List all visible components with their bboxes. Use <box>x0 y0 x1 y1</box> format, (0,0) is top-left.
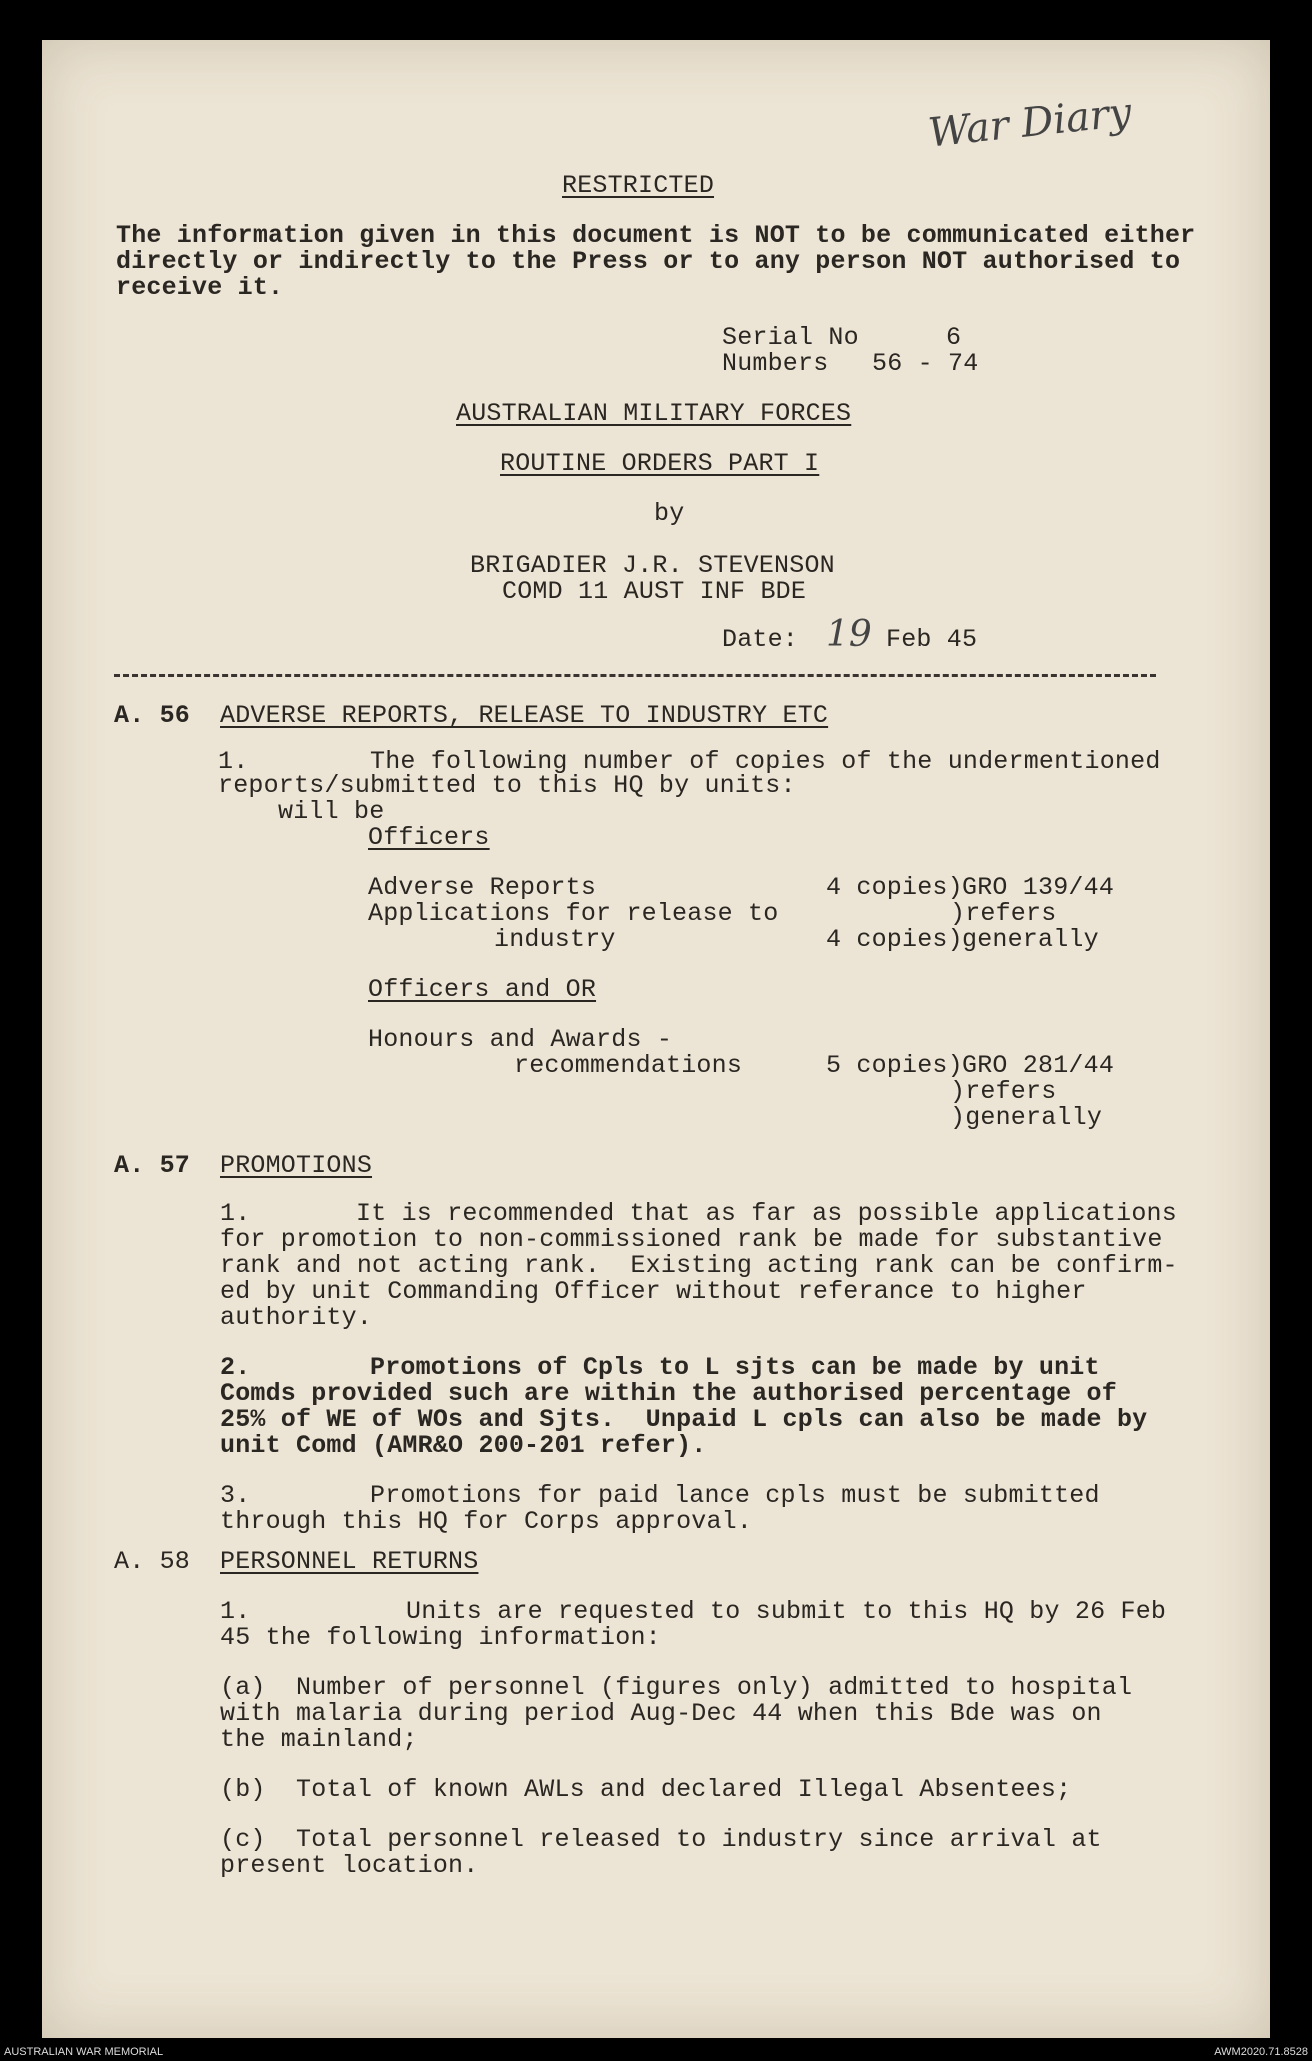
adverse-ref: GRO 139/44 <box>962 873 1115 902</box>
industry-text: industry <box>494 925 616 954</box>
a57-p2-line-1: Promotions of Cpls to L sjts can be made by unit <box>370 1353 1100 1382</box>
a58-number: A. 58 <box>114 1547 191 1576</box>
date-day-handwritten: 19 <box>826 614 872 655</box>
a57-p2-num: 2. <box>220 1353 251 1382</box>
serial-value: 6 <box>946 323 962 352</box>
a56-para-num: 1. <box>218 747 249 776</box>
honours-awards: Honours and Awards - <box>368 1025 673 1054</box>
industry-copies: 4 copies) <box>826 925 963 954</box>
officer-name: BRIGADIER J.R. STEVENSON <box>470 551 835 580</box>
a58-a-line-2: with malaria during period Aug-Dec 44 when this Bde was on <box>220 1699 1102 1728</box>
officers-or-subheading: Officers and OR <box>368 975 597 1004</box>
a57-p3-line-2: through this HQ for Corps approval. <box>220 1507 753 1536</box>
a57-p1-line-4: ed by unit Commanding Officer without referance to higher <box>220 1277 1087 1306</box>
a57-p2-line-2: Comds provided such are within the authorised percentage of <box>220 1379 1117 1408</box>
a58-p1-num: 1. <box>220 1597 251 1626</box>
a57-p2-line-4: unit Comd (AMR&O 200-201 refer). <box>220 1431 707 1460</box>
by-text: by <box>654 499 685 528</box>
handwritten-annotation: War Diary <box>926 89 1134 157</box>
a57-title: PROMOTIONS <box>220 1151 373 1180</box>
restricted-heading: RESTRICTED <box>562 171 715 200</box>
a58-p1-line-2: 45 the following information: <box>220 1623 661 1652</box>
a57-p3-num: 3. <box>220 1481 251 1510</box>
recs-ref: GRO 281/44 <box>962 1051 1115 1080</box>
a56-para-line-2: reports/submitted to this HQ by units: <box>218 771 796 800</box>
a57-p3-line-1: Promotions for paid lance cpls must be submitted <box>370 1481 1100 1510</box>
a56-para-line-1: The following number of copies of the undermentioned <box>370 747 1161 776</box>
a58-title: PERSONNEL RETURNS <box>220 1547 479 1576</box>
footer-right: AWM2020.71.8528 <box>1214 2046 1308 2058</box>
footer-left: AUSTRALIAN WAR MEMORIAL <box>4 2046 164 2058</box>
date-label: Date: <box>722 625 799 654</box>
adverse-reports: Adverse Reports <box>368 873 597 902</box>
adverse-copies: 4 copies) <box>826 873 963 902</box>
a57-p1-line-3: rank and not acting rank. Existing acting rank can be confirm- <box>220 1251 1178 1280</box>
recommendations: recommendations <box>514 1051 743 1080</box>
header-divider <box>114 674 1156 677</box>
org-heading: AUSTRALIAN MILITARY FORCES <box>456 399 852 428</box>
recs-copies: 5 copies) <box>826 1051 963 1080</box>
a57-p1-num: 1. <box>220 1199 251 1228</box>
apps-release: Applications for release to <box>368 899 779 928</box>
numbers-value: 56 - 74 <box>872 349 979 378</box>
a56-number: A. 56 <box>114 701 191 730</box>
a57-p1-line-1: It is recommended that as far as possible applications <box>356 1199 1177 1228</box>
a56-para-line-3: will be <box>278 797 385 826</box>
a56-title: ADVERSE REPORTS, RELEASE TO INDUSTRY ETC <box>220 701 829 730</box>
a58-a-line-1: (a) Number of personnel (figures only) admitted to hospital <box>220 1673 1133 1702</box>
date-rest: Feb 45 <box>886 625 978 654</box>
notice-line-1: The information given in this document is NOT to be communicated either <box>116 221 1196 250</box>
a58-a-line-3: the mainland; <box>220 1725 418 1754</box>
industry-ref: generally <box>962 925 1099 954</box>
apps-ref: )refers <box>950 899 1057 928</box>
a57-number: A. 57 <box>114 1151 191 1180</box>
a58-p1-line-1: Units are requested to submit to this HQ by 26 Feb <box>406 1597 1167 1626</box>
a57-p1-line-2: for promotion to non-commissioned rank be made for substantive <box>220 1225 1163 1254</box>
a58-c-line-2: present location. <box>220 1851 479 1880</box>
a58-c-line-1: (c) Total personnel released to industry since arrival at <box>220 1825 1102 1854</box>
numbers-label: Numbers <box>722 349 829 378</box>
a57-p2-line-3: 25% of WE of WOs and Sjts. Unpaid L cpls can also be made by <box>220 1405 1148 1434</box>
a57-p1-line-5: authority. <box>220 1303 373 1332</box>
officers-subheading: Officers <box>368 823 490 852</box>
recs-refers: )refers <box>950 1077 1057 1106</box>
command-text: COMD 11 AUST INF BDE <box>502 577 807 606</box>
orders-heading: ROUTINE ORDERS PART I <box>500 449 820 478</box>
notice-line-2: directly or indirectly to the Press or to any person NOT authorised to <box>116 247 1181 276</box>
serial-label: Serial No <box>722 323 859 352</box>
notice-line-3: receive it. <box>116 273 284 302</box>
recs-generally: )generally <box>950 1103 1103 1132</box>
a58-b-line: (b) Total of known AWLs and declared Illegal Absentees; <box>220 1775 1072 1804</box>
